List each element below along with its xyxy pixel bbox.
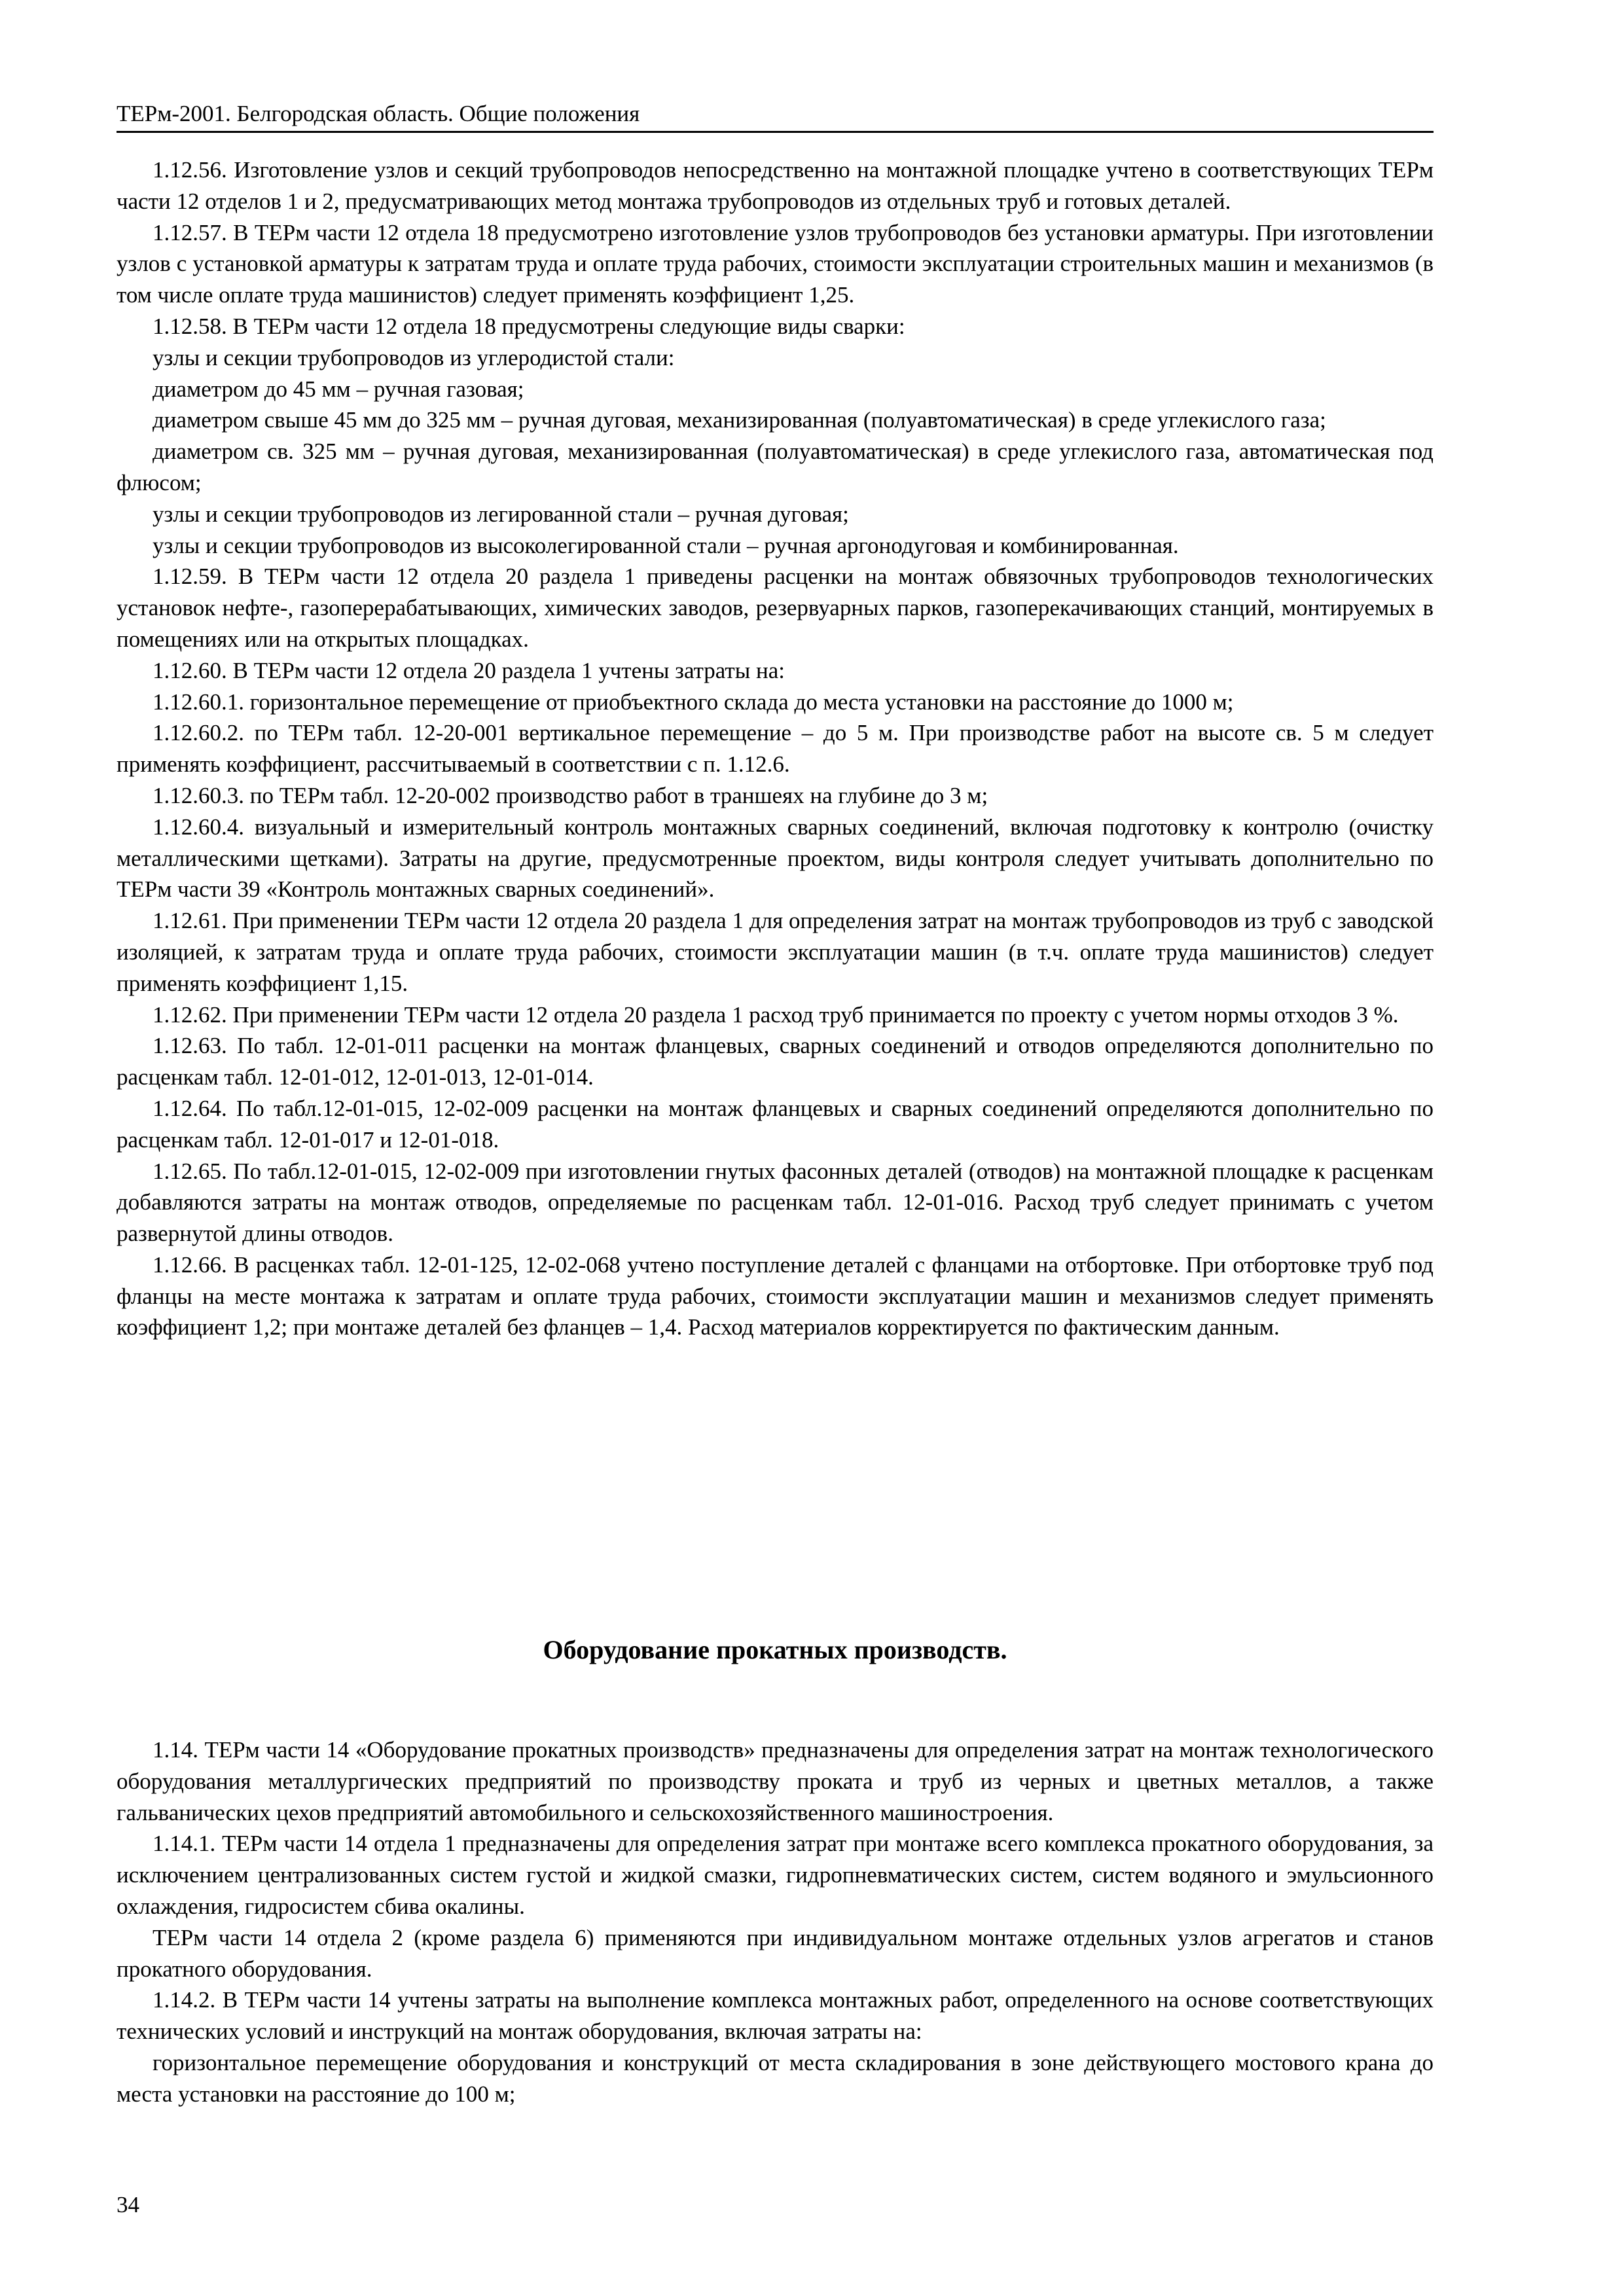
paragraph: узлы и секции трубопроводов из легированной стали – ручная дуговая;	[153, 501, 849, 527]
body-text-block-1	[117, 154, 1434, 1343]
paragraph: 1.12.64. По табл.12-01-015, 12-02-009 расценки на монтаж фланцевых и сварных соединений определяются дополнительно по расценкам табл. 12-01-017 и 12-01-018.	[117, 1095, 1434, 1153]
body-text-block-2	[117, 1734, 1434, 2110]
paragraph: узлы и секции трубопроводов из высоколегированной стали – ручная аргонодуговая и комбинированная.	[153, 532, 1179, 558]
page-header: ТЕРм-2001. Белгородская область. Общие положения	[117, 98, 1434, 133]
section-title: Оборудование прокатных производств.	[543, 1635, 1007, 1664]
paragraph: 1.12.56. Изготовление узлов и секций трубопроводов непосредственно на монтажной площадке учтено в соответствующих ТЕРм части 12 отделов 1 и 2, предусматривающих метод монтажа трубопроводов из отдельных труб и готовых деталей.	[117, 157, 1434, 214]
paragraph: 1.12.62. При применении ТЕРм части 12 отдела 20 раздела 1 расход труб принимается по проекту с учетом нормы отходов 3 %.	[153, 1001, 1399, 1028]
paragraph: диаметром свыше 45 мм до 325 мм – ручная дуговая, механизированная (полуавтоматическая) в среде углекислого газа;	[153, 407, 1326, 433]
paragraph: 1.12.60.4. визуальный и измерительный контроль монтажных сварных соединений, включая подготовку к контролю (очистку металлическими щетками). Затраты на другие, предусмотренные проектом, виды контроля следует учитывать дополнительно по ТЕРм части 39 «Контроль монтажных сварных соединений».	[117, 814, 1434, 903]
paragraph: ТЕРм части 14 отдела 2 (кроме раздела 6) применяются при индивидуальном монтаже отдельных узлов агрегатов и станов прокатного оборудования.	[117, 1924, 1434, 1982]
paragraph: 1.12.57. В ТЕРм части 12 отдела 18 предусмотрено изготовление узлов трубопроводов без установки арматуры. При изготовлении узлов с установкой арматуры к затратам труда и оплате труда рабочих, стоимости эксплуатации строительных машин и механизмов (в том числе оплате труда машинистов) следует применять коэффициент 1,25.	[117, 219, 1434, 308]
paragraph: 1.12.59. В ТЕРм части 12 отдела 20 раздела 1 приведены расценки на монтаж обвязочных трубопроводов технологических установок нефте-, газоперерабатывающих, химических заводов, резервуарных парков, газоперекачивающих станций, монтируемых в помещениях или на открытых площадках.	[117, 564, 1434, 652]
paragraph: горизонтальное перемещение оборудования и конструкций от места складирования в зоне действующего мостового крана до места установки на расстояние до 100 м;	[117, 2049, 1434, 2107]
paragraph: 1.14.2. В ТЕРм части 14 учтены затраты на выполнение комплекса монтажных работ, определенного на основе соответствующих технических условий и инструкций на монтаж оборудования, включая затраты на:	[117, 1987, 1434, 2045]
paragraph: диаметром св. 325 мм – ручная дуговая, механизированная (полуавтоматическая) в среде углекислого газа, автоматическая под флюсом;	[117, 439, 1434, 495]
paragraph: диаметром до 45 мм – ручная газовая;	[153, 376, 524, 402]
paragraph: 1.12.60. В ТЕРм части 12 отдела 20 раздела 1 учтены затраты на:	[153, 657, 785, 683]
paragraph: узлы и секции трубопроводов из углеродистой стали:	[153, 344, 675, 370]
paragraph: 1.12.60.3. по ТЕРм табл. 12-20-002 производство работ в траншеях на глубине до 3 м;	[153, 782, 988, 808]
page-number: 34	[117, 2192, 139, 2217]
paragraph: 1.12.63. По табл. 12-01-011 расценки на монтаж фланцевых, сварных соединений и отводов определяются дополнительно по расценкам табл. 12-01-012, 12-01-013, 12-01-014.	[117, 1033, 1434, 1090]
paragraph: 1.12.66. В расценках табл. 12-01-125, 12-02-068 учтено поступление деталей с фланцами на отбортовке. При отбортовке труб под фланцы на месте монтажа к затратам и оплате труда рабочих, стоимости эксплуатации машин и механизмов следует применять коэффициент 1,2; при монтаже деталей без фланцев – 1,4. Расход материалов корректируется по фактическим данным.	[117, 1251, 1434, 1340]
paragraph: 1.12.61. При применении ТЕРм части 12 отдела 20 раздела 1 для определения затрат на монтаж трубопроводов из труб с заводской изоляцией, к затратам труда и оплате труда рабочих, стоимости эксплуатации машин (в т.ч. оплате труда машинистов) следует применять коэффициент 1,15.	[117, 908, 1434, 996]
paragraph: 1.12.58. В ТЕРм части 12 отдела 18 предусмотрены следующие виды сварки:	[153, 313, 905, 339]
paragraph: 1.12.60.2. по ТЕРм табл. 12-20-001 вертикальное перемещение – до 5 м. При производстве работ на высоте св. 5 м следует применять коэффициент, рассчитываемый в соответствии с п. 1.12.6.	[117, 720, 1434, 778]
paragraph: 1.14. ТЕРм части 14 «Оборудование прокатных производств» предназначены для определения затрат на монтаж технологического оборудования металлургических предприятий по производству проката и труб из черных и цветных металлов, а также гальванических цехов предприятий автомобильного и сельскохозяйственного машиностроения.	[117, 1737, 1434, 1825]
paragraph: 1.12.65. По табл.12-01-015, 12-02-009 при изготовлении гнутых фасонных деталей (отводов) на монтажной площадке к расценкам добавляются затраты на монтаж отводов, определяемые по расценкам табл. 12-01-016. Расход труб следует принимать с учетом развернутой длины отводов.	[117, 1158, 1434, 1247]
paragraph: 1.14.1. ТЕРм части 14 отдела 1 предназначены для определения затрат при монтаже всего комплекса прокатного оборудования, за исключением централизованных систем густой и жидкой смазки, гидропневматических систем, систем водяного и эмульсионного охлаждения, гидросистем сбива окалины.	[117, 1831, 1434, 1919]
paragraph: 1.12.60.1. горизонтальное перемещение от приобъектного склада до места установки на расстояние до 1000 м;	[153, 689, 1234, 715]
